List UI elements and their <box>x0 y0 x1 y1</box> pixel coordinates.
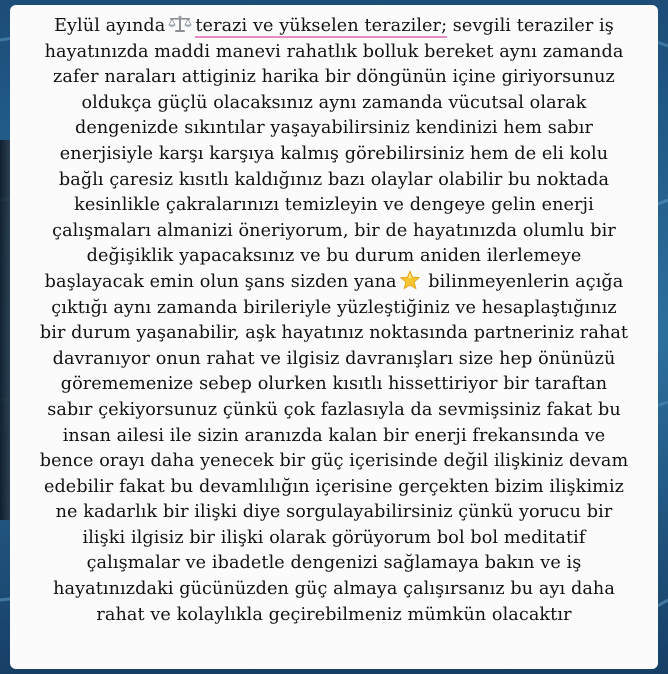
text-line-23: hayatınızdaki gücünüzden güç almaya çalışırsanız bu ayı daha <box>53 579 615 600</box>
text-line-22: çalışmalar ve ibadetle dengenizi sağlamaya bakın ve iş <box>86 553 582 574</box>
text-line-12: çıktığı aynı zamanda birileriyle yüzleştiğiniz ve hesaplaştığınız <box>51 297 617 318</box>
text-line-1 <box>18 14 650 40</box>
text-line-9: çalışmaları almanizi öneriyorum, bir de hayatınızda olumlu bir <box>52 220 616 241</box>
text-line-24: rahat ve kolaylıkla geçirebilmeniz mümkün olacaktır <box>96 604 572 625</box>
text-line-14: davranıyor onun rahat ve ilgisiz davranışları size hep önünüzü <box>52 348 616 369</box>
text-line-17: insan ailesi ile sizin aranızda kalan bir enerji frekansında ve <box>62 425 606 446</box>
text-line-8: kesinlikle çakralarınızı temizleyin ve dengeye gelin enerji <box>74 195 594 216</box>
text-line-21: ilişki ilgisiz bir ilişki olarak görüyorum bol bol meditatif <box>82 527 586 548</box>
text-line-10: değişiklik yapacaksınız ve bu durum aniden ilerlemeye <box>86 246 582 267</box>
dark-left-edge <box>0 140 10 520</box>
star-icon <box>399 270 421 290</box>
balance-scale-icon <box>167 15 193 33</box>
highlighted-phrase: terazi ve yükselen teraziler; <box>195 16 448 36</box>
text-line-7: bağlı çaresiz kısıtlı kaldığınız bazı olaylar olabilir bu noktada <box>58 169 610 190</box>
line-11-end: bilinmeyenlerin açığa <box>422 271 624 292</box>
text-line-13: bir durum yaşanabilir, aşk hayatınız noktasında partneriniz rahat <box>39 323 629 344</box>
line-1-end: sevgili teraziler iş <box>447 16 614 36</box>
line-1-start: Eylül ayında <box>54 16 166 36</box>
text-line-4: oldukça güçlü olacaksınız aynı zamanda vücutsal olarak <box>81 92 587 113</box>
text-line-19: edebilir fakat bu devamlılığın içerisine gerçekten bizim ilişkimiz <box>43 476 625 497</box>
text-line-5: dengenizde sıkıntılar yaşayabilirsiniz kendinizi hem sabır <box>74 118 594 139</box>
text-line-15: görememenize sebep olurken kısıtlı hissettiriyor bir taraftan <box>60 374 608 395</box>
line-11-start: başlayacak emin olun şans sizden yana <box>44 271 397 292</box>
text-line-6: enerjisiyle karşı karşıya kalmış görebilirsiniz hem de eli kolu <box>59 143 609 164</box>
text-line-2: hayatınızda maddi manevi rahatlık bolluk bereket aynı zamanda <box>44 41 624 62</box>
text-line-18: bence orayı daha yenecek bir güç içerisinde değil ilişkiniz devam <box>39 451 629 472</box>
text-line-3: zafer naraları attiginiz harika bir döngünün içine giriyorsunuz <box>53 67 615 88</box>
text-line-16: sabır çekiyorsunuz çünkü çok fazlasıyla da sevmişsiniz fakat bu <box>47 399 621 420</box>
text-line-20: ne kadarlık bir ilişki diye sorgulayabilirsiniz çünkü yorucu bir <box>55 502 613 523</box>
text-card <box>10 5 658 669</box>
text-line-11 <box>18 270 650 296</box>
